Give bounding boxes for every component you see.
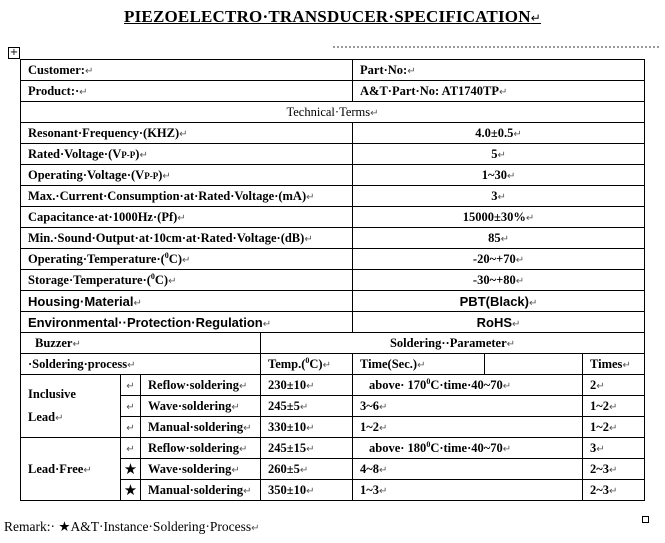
soldering-row [21, 375, 645, 396]
remark-label: Remark:· [4, 519, 55, 534]
spec-label: Operating·Voltage·(VP-P)↵ [21, 165, 353, 186]
spec-value[interactable]: PBT(Black)↵ [353, 291, 645, 312]
temp-value[interactable]: 260±5↵ [261, 459, 353, 480]
title-text: PIEZOELECTRO·TRANSDUCER·SPECIFICATION [124, 7, 531, 26]
spec-label: Housing·Material↵ [21, 291, 353, 312]
times-value[interactable]: 1~2↵ [583, 396, 645, 417]
soldering-parameter-header: Soldering··Parameter↵ [261, 333, 645, 354]
times-value[interactable]: 2↵ [583, 375, 645, 396]
spec-value[interactable]: 85↵ [353, 228, 645, 249]
spec-label: Environmental··Protection·Regulation↵ [21, 312, 353, 333]
temp-value[interactable]: 350±10↵ [261, 480, 353, 501]
spec-row [21, 249, 645, 270]
time-value[interactable]: above· $180^0C\cdot time\cdot 40\sim 70↵$ [353, 438, 583, 459]
process-name: Manual·soldering↵ [141, 480, 261, 501]
document-title [0, 7, 665, 27]
spec-value[interactable]: 4.0±0.5↵ [353, 123, 645, 144]
time-column-header-continued [485, 354, 583, 375]
table-resize-handle[interactable] [642, 516, 649, 523]
temp-column-header: Temp.($^0$C)↵ [261, 354, 353, 375]
table-move-handle-icon[interactable]: + [9, 47, 19, 58]
dotted-guide-line [333, 46, 659, 48]
process-name: Reflow·soldering↵ [141, 438, 261, 459]
paragraph-mark: ↵ [251, 523, 260, 534]
spec-value[interactable]: -30~+80↵ [353, 270, 645, 291]
part-no-value-cell[interactable]: A&T·Part·No: AT1740TP↵ [353, 81, 645, 102]
temp-value[interactable]: 245±5↵ [261, 396, 353, 417]
times-value[interactable]: 2~3↵ [583, 480, 645, 501]
spec-label: Operating·Temperature·($^0$C)↵ [21, 249, 353, 270]
time-value[interactable]: 1~2↵ [353, 417, 583, 438]
time-value[interactable]: 1~3↵ [353, 480, 583, 501]
temp-value[interactable]: 330±10↵ [261, 417, 353, 438]
spec-value[interactable]: 3↵ [353, 186, 645, 207]
process-name: Wave·soldering↵ [141, 459, 261, 480]
table-row [21, 81, 645, 102]
paragraph-mark: ↵ [530, 11, 541, 25]
row-mark: ↵ [121, 375, 141, 396]
table-row [21, 60, 645, 81]
star-icon: ★ [121, 480, 141, 501]
time-value[interactable]: 3~6↵ [353, 396, 583, 417]
soldering-row [21, 438, 645, 459]
spec-value[interactable]: -20~+70↵ [353, 249, 645, 270]
row-mark: ↵ [121, 438, 141, 459]
inclusive-lead-group: Inclusive Lead↵ [21, 375, 121, 438]
table-row [21, 102, 645, 123]
spec-label: Min.·Sound·Output·at·10cm·at·Rated·Voltage·(dB)↵ [21, 228, 353, 249]
soldering-process-label: ·Soldering·process↵ [21, 354, 261, 375]
spec-table [20, 59, 645, 501]
customer-cell[interactable]: Customer:↵ [21, 60, 353, 81]
spec-row [21, 186, 645, 207]
spec-label: Storage·Temperature·($^0$C)↵ [21, 270, 353, 291]
spec-row [21, 123, 645, 144]
spec-row [21, 207, 645, 228]
time-value[interactable]: 4~8↵ [353, 459, 583, 480]
row-mark: ↵ [121, 417, 141, 438]
star-icon: ★ [58, 519, 71, 534]
time-column-header: Time(Sec.)↵ [353, 354, 485, 375]
soldering-header-row [21, 354, 645, 375]
times-value[interactable]: 3↵ [583, 438, 645, 459]
row-mark: ↵ [121, 396, 141, 417]
temp-value[interactable]: 245±15↵ [261, 438, 353, 459]
spec-label: Capacitance·at·1000Hz·(Pf)↵ [21, 207, 353, 228]
remark-text: A&T·Instance·Soldering·Process [70, 519, 252, 534]
spec-row [21, 312, 645, 333]
process-name: Manual·soldering↵ [141, 417, 261, 438]
soldering-header-row [21, 333, 645, 354]
spec-row [21, 144, 645, 165]
buzzer-label: Buzzer↵ [21, 333, 261, 354]
spec-row [21, 228, 645, 249]
spec-value[interactable]: RoHS↵ [353, 312, 645, 333]
product-cell[interactable]: Product:·↵ [21, 81, 353, 102]
technical-terms-header: Technical·Terms↵ [21, 102, 645, 123]
times-column-header: Times↵ [583, 354, 645, 375]
spec-value[interactable]: 5↵ [353, 144, 645, 165]
star-icon: ★ [121, 459, 141, 480]
temp-value[interactable]: 230±10↵ [261, 375, 353, 396]
spec-row [21, 291, 645, 312]
spec-row [21, 270, 645, 291]
process-name: Reflow·soldering↵ [141, 375, 261, 396]
part-no-cell[interactable]: Part·No:↵ [353, 60, 645, 81]
spec-label: Rated·Voltage·(VP-P)↵ [21, 144, 353, 165]
times-value[interactable]: 2~3↵ [583, 459, 645, 480]
remark-line [4, 519, 260, 535]
process-name: Wave·soldering↵ [141, 396, 261, 417]
spec-label: Max.·Current·Consumption·at·Rated·Voltage·(mA)↵ [21, 186, 353, 207]
spec-label: Resonant·Frequency·(KHZ)↵ [21, 123, 353, 144]
spec-row [21, 165, 645, 186]
lead-free-group: Lead·Free↵ [21, 438, 121, 501]
spec-value[interactable]: 1~30↵ [353, 165, 645, 186]
spec-value[interactable]: 15000±30%↵ [353, 207, 645, 228]
times-value[interactable]: 1~2↵ [583, 417, 645, 438]
time-value[interactable]: above· $170^0C\cdot time\cdot 40\sim 70↵$ [353, 375, 583, 396]
